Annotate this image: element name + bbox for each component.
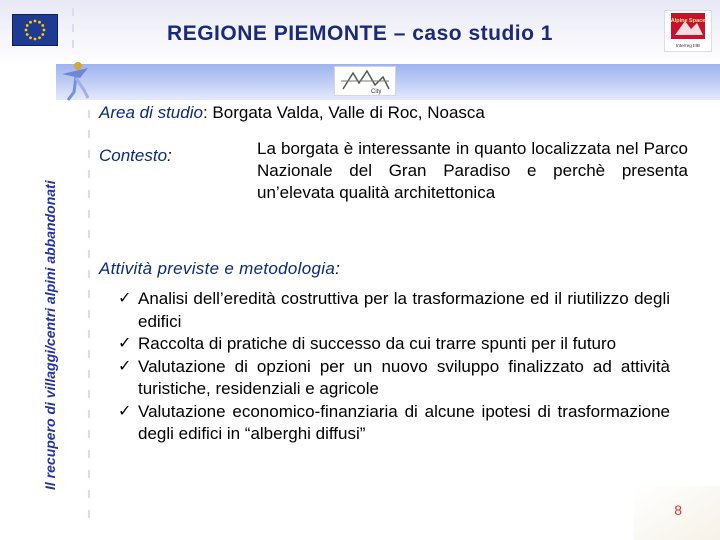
area-value: Borgata Valda, Valle di Roc, Noasca <box>212 103 485 122</box>
list-item <box>118 333 670 356</box>
alpcity-logo-text: City <box>371 89 382 95</box>
checkmark-icon: ✓ <box>118 402 132 420</box>
alpcity-logo <box>334 66 396 96</box>
list-item-text: Valutazione di opzioni per un nuovo sviluppo finalizzato ad attività turistiche, residenziali e agricole <box>138 356 670 398</box>
area-label: Area di studio <box>99 103 203 122</box>
page-title: REGIONE PIEMONTE – caso studio 1 <box>167 22 553 45</box>
contesto-label-wrap <box>99 145 172 167</box>
attivita-label: Attività previste e metodologia <box>99 259 336 278</box>
page-number: 8 <box>674 502 682 518</box>
contesto-body: La borgata è interessante in quanto localizzata nel Parco Nazionale del Gran Paradiso e perchè presenta un’elevata qualità architettonica <box>257 139 688 202</box>
list-item-text: Analisi dell’eredità costruttiva per la trasformazione ed il riutilizzo degli edifici <box>138 289 670 331</box>
list-item <box>118 356 670 401</box>
checkmark-icon: ✓ <box>118 357 132 375</box>
interreg-logo <box>664 10 712 52</box>
area-colon: : <box>202 103 208 122</box>
contesto-colon: : <box>167 146 172 165</box>
list-item <box>118 288 670 333</box>
figure-logo-icon <box>58 58 94 102</box>
attivita-colon: : <box>335 259 341 278</box>
logo-text-interreg: Interreg IIIB <box>675 43 701 48</box>
list-item <box>118 401 670 446</box>
checkmark-icon: ✓ <box>118 335 132 352</box>
sidebar-vertical-label: Il recupero di villaggi/centri alpini abbandonati <box>42 180 58 490</box>
list-item-text: Valutazione economico-finanziaria di alcune ipotesi di trasformazione degli edifici in “alberghi diffusi” <box>138 401 670 443</box>
checkmark-icon: ✓ <box>118 290 132 307</box>
list-item-text: Raccolta di pratiche di successo da cui trarre spunti per il futuro <box>138 334 617 353</box>
logo-text-alpine: Alpine Space <box>670 18 706 24</box>
attivita-label-wrap <box>99 258 340 280</box>
contesto-label: Contesto <box>99 146 168 165</box>
activity-list <box>118 288 670 446</box>
area-di-studio <box>99 102 485 124</box>
